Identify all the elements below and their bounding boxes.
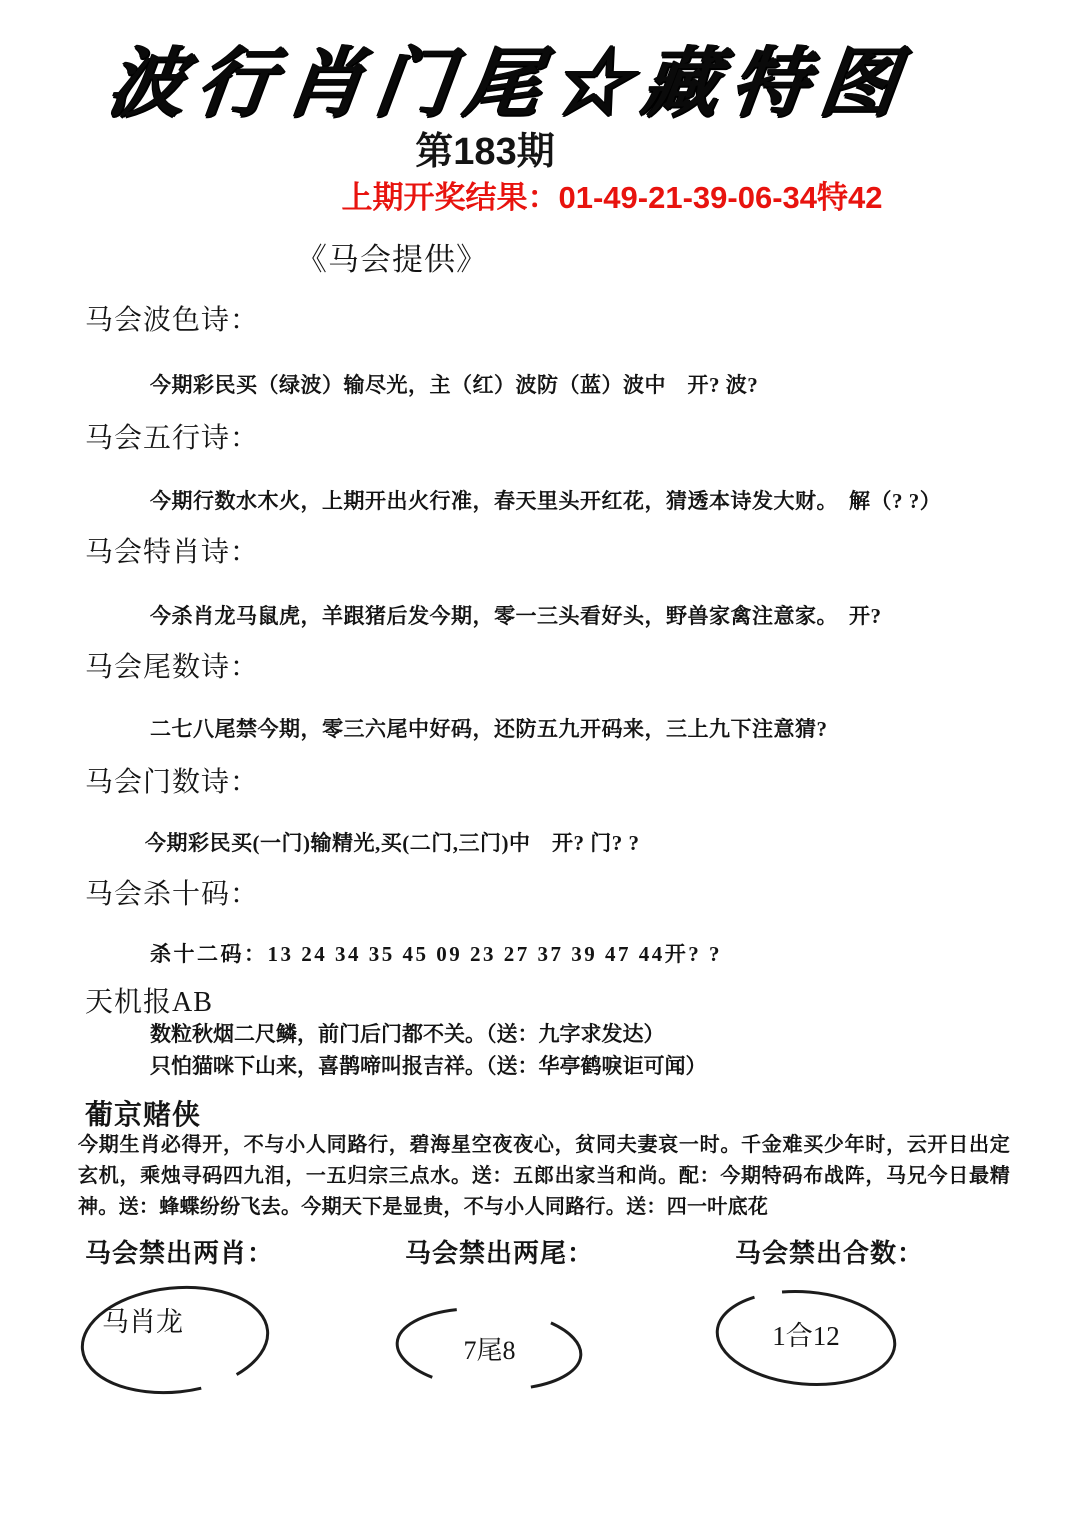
page-title: 波行肖门尾☆藏特图 <box>103 38 916 127</box>
forbidden-sum-value: 1合12 <box>772 1321 840 1351</box>
poem-five-elements: 今期行数水木火，上期开出火行准，春天里头开红花，猜透本诗发大财。 解（? ?） <box>150 489 942 513</box>
forbidden-sum-circle <box>712 1288 900 1388</box>
heading-kill-ten-codes: 马会杀十码： <box>85 879 260 910</box>
heading-color-wave-poem: 马会波色诗： <box>85 305 260 336</box>
heading-tianji-report: 天机报AB <box>85 987 213 1018</box>
poem-gate-number: 今期彩民买(一门)输精光,买(二门,三门)中 开? 门? ? <box>145 831 640 855</box>
heading-gate-number-poem: 马会门数诗： <box>85 767 260 798</box>
heading-tail-number-poem: 马会尾数诗： <box>85 652 260 683</box>
issue-number: 第183期 <box>415 131 555 173</box>
poem-special-zodiac: 今杀肖龙马鼠虎，羊跟猪后发今期，零一三头看好头，野兽家禽注意家。 开? <box>150 604 882 628</box>
heading-forbidden-sum: 马会禁出合数： <box>735 1238 925 1268</box>
heading-special-zodiac-poem: 马会特肖诗： <box>85 537 260 568</box>
line-kill-twelve-codes: 杀十二码：13 24 34 35 45 09 23 27 37 39 47 44开? ? <box>150 942 722 966</box>
tianji-line-2: 只怕猫咪下山来，喜鹊啼叫报吉祥。（送：华亭鹤唳讵可闻） <box>150 1054 707 1078</box>
heading-forbidden-tails: 马会禁出两尾： <box>405 1238 595 1268</box>
forbidden-zodiacs-value: 马肖龙 <box>102 1307 183 1337</box>
poem-tail-number: 二七八尾禁今期，零三六尾中好码，还防五九开码来，三上九下注意猜? <box>150 717 828 741</box>
heading-five-elements-poem: 马会五行诗： <box>85 423 260 454</box>
heading-pujing-gambler: 葡京赌侠 <box>85 1100 202 1131</box>
poem-color-wave: 今期彩民买（绿波）输尽光，主（红）波防（蓝）波中 开? 波? <box>150 373 759 397</box>
forbidden-tails-value: 7尾8 <box>463 1336 516 1365</box>
forbidden-zodiacs-circle <box>78 1284 273 1396</box>
forbidden-tails-circle <box>392 1306 587 1392</box>
pujing-paragraph: 今期生肖必得开，不与小人同路行，碧海星空夜夜心，贫同夫妻哀一时。千金难买少年时，云开日出定玄机，乘烛寻码四九泪，一五归宗三点水。送：五郎出家当和尚。配：今期特码布战阵，马兄今日最精神。送：蜂蝶纷纷飞去。今期天下是显贵，不与小人同路行。送：四一叶底花 <box>78 1134 1010 1218</box>
heading-forbidden-zodiacs: 马会禁出两肖： <box>85 1238 275 1268</box>
tianji-line-1: 数粒秋烟二尺鳞，前门后门都不关。（送：九字求发达） <box>150 1022 665 1046</box>
last-draw-result: 上期开奖结果：01-49-21-39-06-34特42 <box>341 180 883 215</box>
provider-line: 《马会提供》 <box>296 242 488 277</box>
